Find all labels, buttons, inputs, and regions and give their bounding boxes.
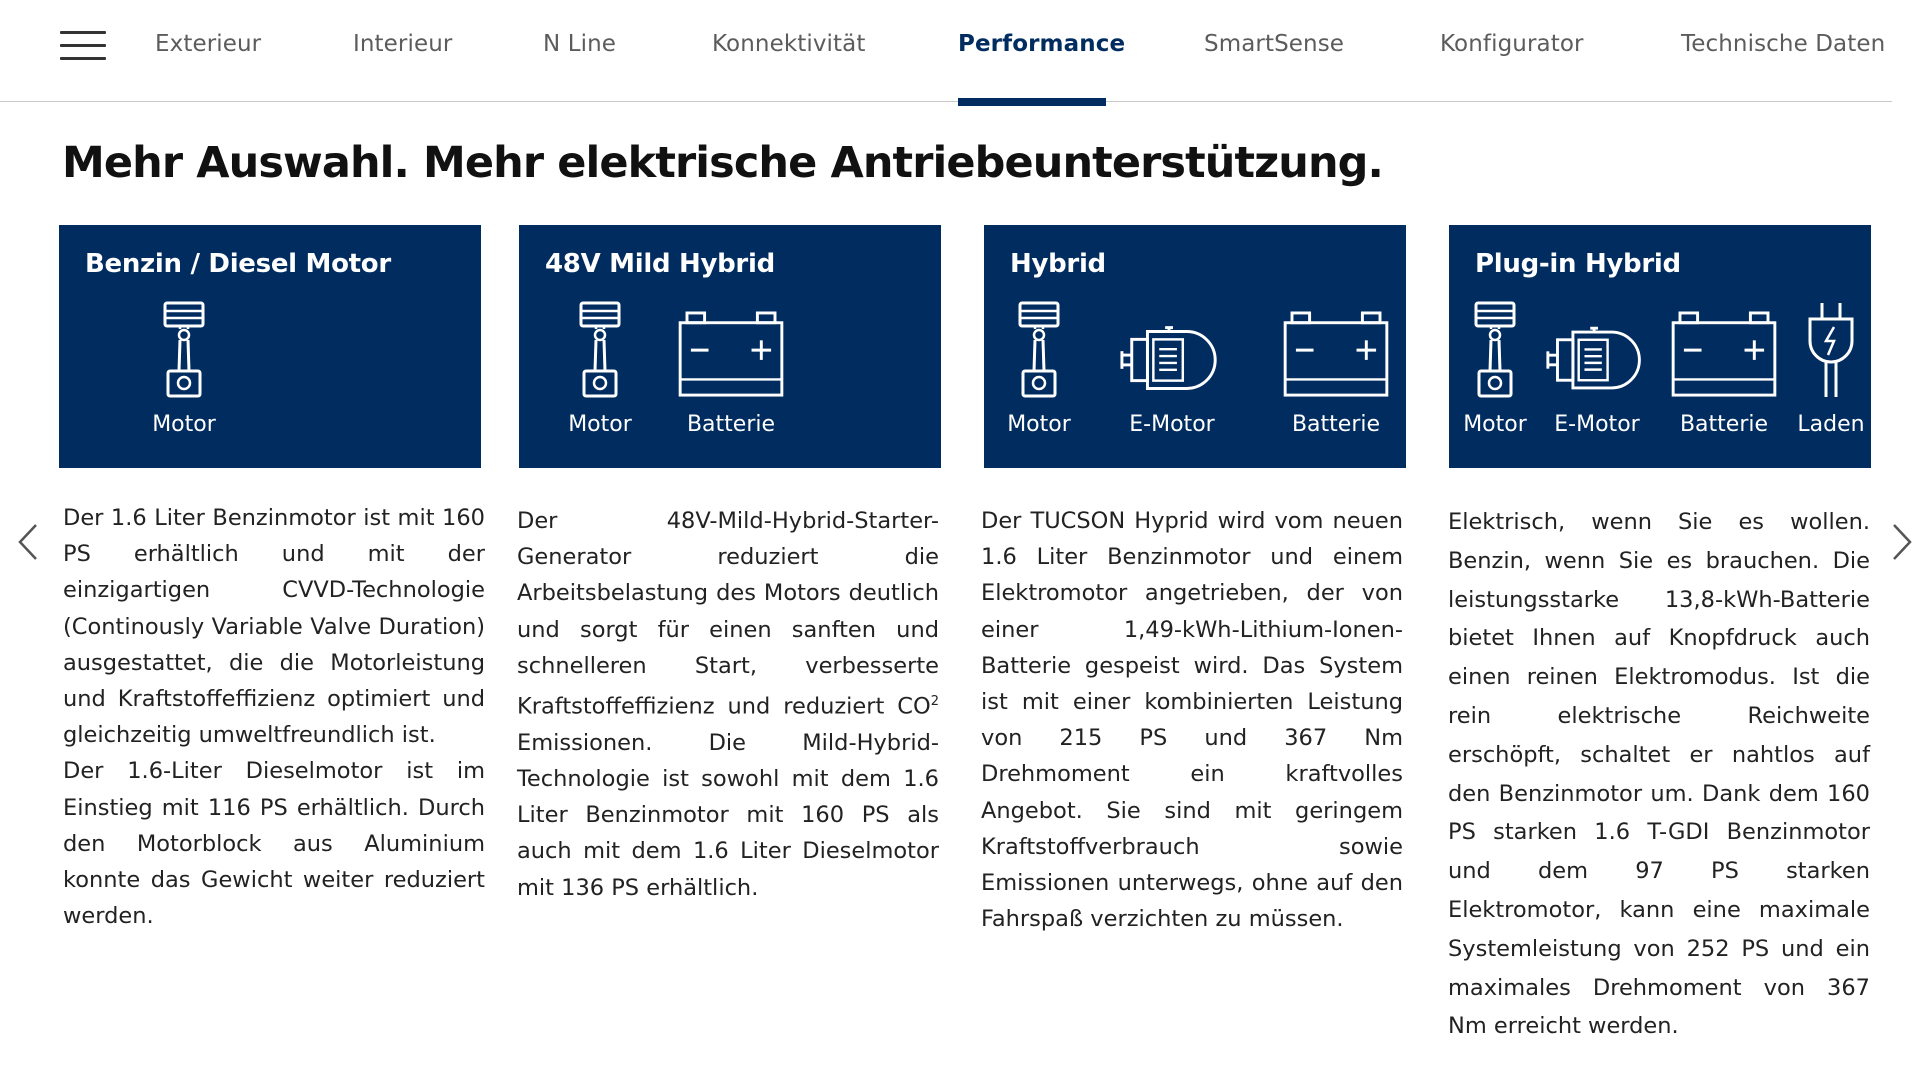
description-text: Emissionen. Die Mild-Hybrid-Technologie ist sowohl mit dem 1.6 Liter Benzinmotor mit 160 PS als auch mit dem 1.6 Liter Dieselmotor mit 136 PS erhältlich. — [517, 729, 939, 901]
electric-motor-icon — [1544, 325, 1650, 395]
component-e-motor — [1117, 325, 1227, 437]
description-paragraph: Der 1.6 Liter Benzinmotor ist mit 160 PS erhältlich und mit der einzigartigen CVVD-Technologie (Continously Variable Valve Duration) ausgestattet, die die Motorleistung und Kraftstoffeffizienz optimiert und gleichzeitig umweltfreundlich ist. — [63, 505, 485, 749]
component-e-motor — [1543, 325, 1651, 437]
engine-piston-icon — [1017, 301, 1061, 399]
subscript-2: 2 — [930, 694, 939, 710]
nav-tab-technische-daten[interactable]: Technische Daten — [1681, 31, 1886, 57]
card-title: Plug-in Hybrid — [1475, 249, 1681, 279]
powertrain-card-48v-mild-hybrid[interactable] — [519, 225, 941, 468]
description-mild-hybrid — [517, 503, 939, 906]
description-hybrid — [981, 503, 1403, 937]
description-paragraph: Elektrisch, wenn Sie es wollen. Benzin, wenn Sie es brauchen. Die leistungsstarke 13,8-kWh-Batterie bietet Ihnen auf Knopfdruck auch einen reinen Elektromodus. Ist die rein elektrische Reichweite erschöpft, schaltet er nahtlos auf den Benzinmotor um. Dank dem 160 PS starken 1.6 T-GDI Benzinmotor und dem 97 PS starken Elektromotor, kann eine maximale Systemleistung von 252 PS und ein maximales Drehmoment von 367 Nm erreicht werden. — [1448, 509, 1870, 1040]
chevron-right-icon[interactable] — [1890, 522, 1914, 562]
nav-tab-interieur[interactable]: Interieur — [353, 31, 453, 57]
component-motor — [1455, 301, 1535, 437]
battery-icon — [677, 311, 785, 399]
powertrain-card-hybrid[interactable] — [984, 225, 1406, 468]
component-label: Batterie — [686, 412, 776, 437]
hamburger-menu-icon[interactable] — [60, 31, 106, 61]
top-navigation — [0, 0, 1892, 102]
component-label: Batterie — [1679, 412, 1769, 437]
component-label: Laden — [1797, 412, 1865, 437]
powertrain-card-plug-in-hybrid[interactable] — [1449, 225, 1871, 468]
card-title: 48V Mild Hybrid — [545, 249, 775, 279]
card-title: Benzin / Diesel Motor — [85, 249, 391, 279]
description-benzin-diesel — [63, 500, 485, 934]
description-text: Der 48V-Mild-Hybrid-Starter-Generator reduziert die Arbeitsbelastung des Motors deutlich und sorgt für einen sanften und schnelleren Start, verbesserte Kraftstoffeffizienz und reduziert CO — [517, 508, 939, 720]
engine-piston-icon — [162, 301, 206, 399]
component-motor — [999, 301, 1079, 437]
electric-motor-icon — [1118, 325, 1226, 395]
battery-icon — [1282, 311, 1390, 399]
powertrain-card-benzin-diesel[interactable] — [59, 225, 481, 468]
description-plug-in-hybrid — [1448, 503, 1870, 1046]
battery-icon — [1670, 311, 1778, 399]
component-label: Motor — [152, 412, 216, 437]
component-batterie — [1669, 311, 1779, 437]
charging-plug-icon — [1806, 301, 1856, 399]
component-label: Motor — [1463, 412, 1527, 437]
engine-piston-icon — [578, 301, 622, 399]
component-batterie — [1281, 311, 1391, 437]
nav-tab-smartsense[interactable]: SmartSense — [1204, 31, 1345, 57]
description-paragraph: Der TUCSON Hyprid wird vom neuen 1.6 Liter Benzinmotor und einem Elektromotor angetrieben, der von einer 1,49-kWh-Lithium-Ionen-Batterie gespeist wird. Das System ist mit einer kombinierten Leistung von 215 PS und 367 Nm Drehmoment ein kraftvolles Angebot. Sie sind mit geringem Kraftstoffverbrauch sowie Emissionen unterwegs, ohne auf den Fahrspaß verzichten zu müssen. — [981, 508, 1403, 933]
nav-tab-exterieur[interactable]: Exterieur — [155, 31, 262, 57]
nav-tab-konfigurator[interactable]: Konfigurator — [1440, 31, 1584, 57]
component-batterie — [676, 311, 786, 437]
description-paragraph: Der 1.6-Liter Dieselmotor ist im Einstieg mit 116 PS erhältlich. Durch den Motorblock aus Aluminium konnte das Gewicht weiter reduziert werden. — [63, 758, 485, 930]
component-laden — [1795, 301, 1867, 437]
component-label: E-Motor — [1129, 412, 1215, 437]
nav-tab-performance[interactable]: Performance — [958, 31, 1126, 57]
engine-piston-icon — [1473, 301, 1517, 399]
component-label: Motor — [568, 412, 632, 437]
component-label: Batterie — [1291, 412, 1381, 437]
nav-tab-n-line[interactable]: N Line — [543, 31, 617, 57]
component-label: E-Motor — [1554, 412, 1640, 437]
page-headline: Mehr Auswahl. Mehr elektrische Antriebeunterstützung. — [62, 138, 1383, 188]
nav-tab-konnektivitaet[interactable]: Konnektivität — [712, 31, 866, 57]
component-motor — [560, 301, 640, 437]
chevron-left-icon[interactable] — [16, 522, 40, 562]
card-title: Hybrid — [1010, 249, 1106, 279]
description-paragraph — [517, 503, 939, 906]
component-label: Motor — [1007, 412, 1071, 437]
component-motor — [144, 301, 224, 437]
active-tab-indicator — [958, 98, 1106, 106]
